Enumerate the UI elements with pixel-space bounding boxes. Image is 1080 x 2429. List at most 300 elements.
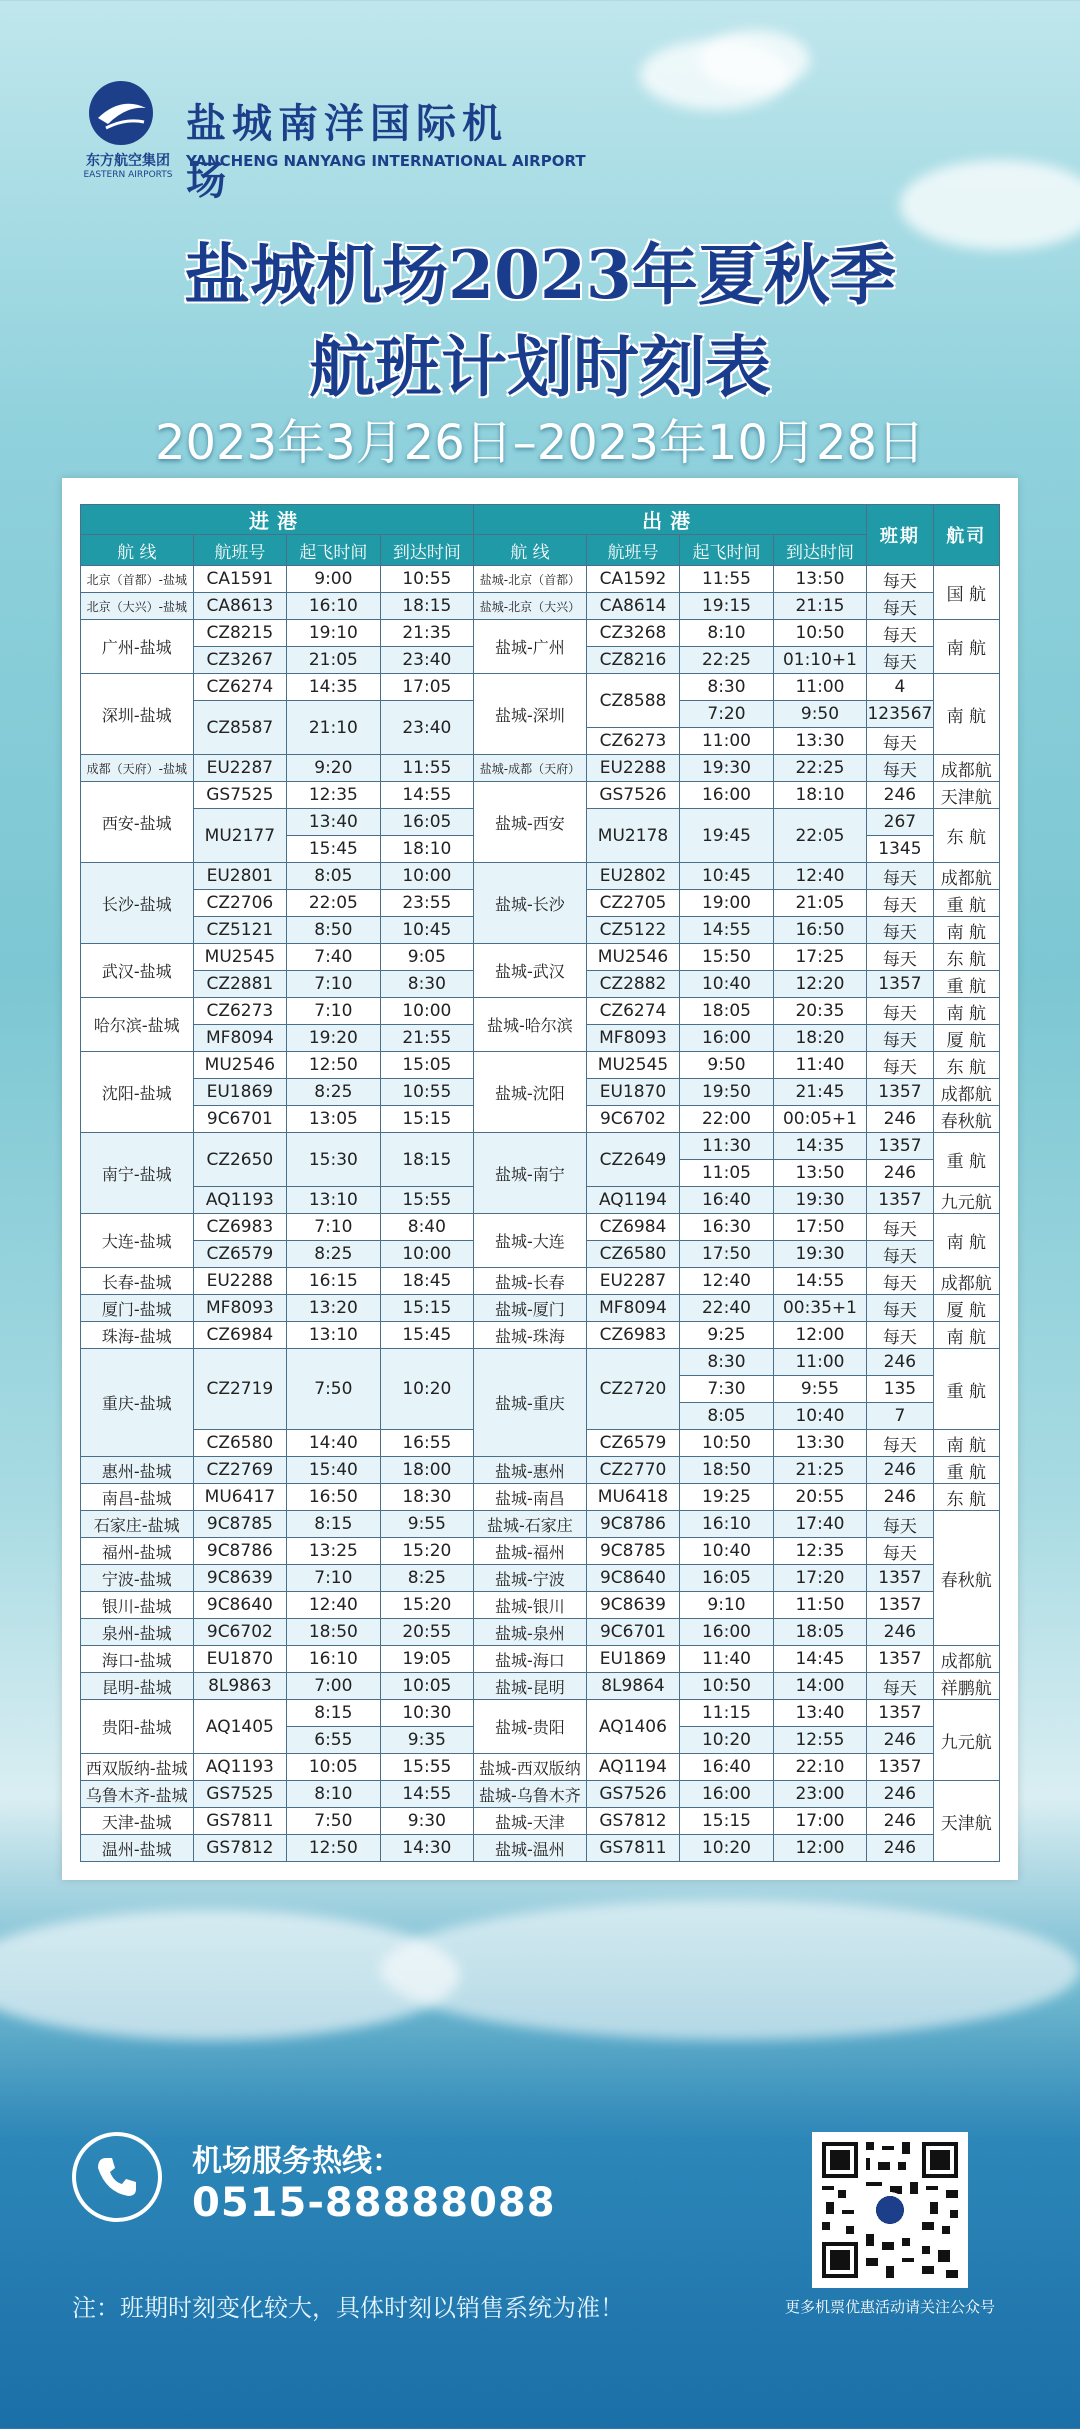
inbound-depart: 12:50: [287, 1052, 381, 1079]
outbound-arrive: 13:50: [773, 566, 867, 593]
table-row: [81, 1700, 1000, 1727]
inbound-arrive: 15:55: [380, 1187, 474, 1214]
outbound-depart: 19:15: [680, 593, 774, 620]
inbound-route: 长春-盐城: [81, 1268, 194, 1295]
schedule-days: 每天: [867, 1025, 933, 1052]
outbound-route: 盐城-成都（天府）: [474, 755, 587, 782]
inbound-depart: 18:50: [287, 1619, 381, 1646]
inbound-route: 贵阳-盐城: [81, 1700, 194, 1754]
inbound-depart: 12:50: [287, 1835, 381, 1862]
schedule-days: 1357: [867, 1079, 933, 1106]
schedule-days: 每天: [867, 1511, 933, 1538]
carrier: 南 航: [933, 1214, 999, 1268]
schedule-days: 每天: [867, 1268, 933, 1295]
outbound-arrive: 16:50: [773, 917, 867, 944]
table-row: [81, 1835, 1000, 1862]
outbound-flight: MU6418: [586, 1484, 680, 1511]
outbound-depart: 19:00: [680, 890, 774, 917]
outbound-depart: 16:05: [680, 1565, 774, 1592]
outbound-arrive: 14:55: [773, 1268, 867, 1295]
inbound-flight: CA8613: [193, 593, 287, 620]
outbound-depart: 11:40: [680, 1646, 774, 1673]
carrier: 国 航: [933, 566, 999, 620]
outbound-arrive: 11:50: [773, 1592, 867, 1619]
outbound-flight: AQ1194: [586, 1754, 680, 1781]
schedule-days: 每天: [867, 890, 933, 917]
schedule-days: 每天: [867, 917, 933, 944]
outbound-route: 盐城-南宁: [474, 1133, 587, 1214]
inbound-arrive: 19:05: [380, 1646, 474, 1673]
inbound-route: 银川-盐城: [81, 1592, 194, 1619]
schedule-days: 每天: [867, 593, 933, 620]
qr-code[interactable]: [812, 2132, 968, 2288]
inbound-flight: MU6417: [193, 1484, 287, 1511]
inbound-depart: 19:20: [287, 1025, 381, 1052]
inbound-flight: CZ2706: [193, 890, 287, 917]
hotline-number[interactable]: 0515-88888088: [192, 2180, 556, 2226]
outbound-arrive: 12:40: [773, 863, 867, 890]
carrier: 重 航: [933, 890, 999, 917]
outbound-route: 盐城-北京（首都）: [474, 566, 587, 593]
inbound-route: 北京（首都）-盐城: [81, 566, 194, 593]
table-row: [81, 755, 1000, 782]
airport-logo: [68, 78, 586, 204]
outbound-route: 盐城-西安: [474, 782, 587, 863]
schedule-days: 246: [867, 1835, 933, 1862]
airport-name-en: YANCHENG NANYANG INTERNATIONAL AIRPORT: [186, 152, 586, 170]
carrier-header: 航司: [933, 505, 999, 566]
outbound-flight: 9C6701: [586, 1619, 680, 1646]
inbound-depart: 7:10: [287, 1214, 381, 1241]
inbound-depart: 21:05: [287, 647, 381, 674]
inbound-depart: 9:00: [287, 566, 381, 593]
outbound-depart: 16:10: [680, 1511, 774, 1538]
carrier: 重 航: [933, 1349, 999, 1430]
outbound-arrive: 21:25: [773, 1457, 867, 1484]
outbound-flight: EU2288: [586, 755, 680, 782]
carrier: 天津航: [933, 782, 999, 809]
carrier: 厦 航: [933, 1295, 999, 1322]
outbound-flight: CZ8588: [586, 674, 680, 728]
outbound-depart: 18:05: [680, 998, 774, 1025]
schedule-days: 1357: [867, 1592, 933, 1619]
table-row: [81, 1592, 1000, 1619]
outbound-route: 盐城-武汉: [474, 944, 587, 998]
outbound-arrive: 9:55: [773, 1376, 867, 1403]
outbound-flight: GS7526: [586, 782, 680, 809]
table-row: [81, 1349, 1000, 1376]
inbound-arrive: 15:05: [380, 1052, 474, 1079]
table-row: [81, 1484, 1000, 1511]
outbound-depart: 19:50: [680, 1079, 774, 1106]
inbound-arrive: 10:55: [380, 1079, 474, 1106]
outbound-depart: 19:30: [680, 755, 774, 782]
carrier: 南 航: [933, 674, 999, 755]
inbound-flight: CZ8215: [193, 620, 287, 647]
outbound-flight: 9C8640: [586, 1565, 680, 1592]
carrier: 厦 航: [933, 1025, 999, 1052]
inbound-flight: EU2288: [193, 1268, 287, 1295]
schedule-days: 每天: [867, 728, 933, 755]
inbound-depart: 16:10: [287, 593, 381, 620]
outbound-arrive: 12:55: [773, 1727, 867, 1754]
outbound-flight: GS7811: [586, 1835, 680, 1862]
outbound-flight: 8L9864: [586, 1673, 680, 1700]
outbound-depart: 12:40: [680, 1268, 774, 1295]
outbound-route: 盐城-温州: [474, 1835, 587, 1862]
inbound-route: 大连-盐城: [81, 1214, 194, 1268]
schedule-days: 每天: [867, 998, 933, 1025]
outbound-depart: 10:50: [680, 1430, 774, 1457]
schedule-days: 每天: [867, 1241, 933, 1268]
inbound-flight: CZ2769: [193, 1457, 287, 1484]
outbound-route: 盐城-西双版纳: [474, 1754, 587, 1781]
outbound-flight: MU2178: [586, 809, 680, 863]
outbound-route: 盐城-长沙: [474, 863, 587, 944]
outbound-flight: CZ2770: [586, 1457, 680, 1484]
outbound-arrive: 19:30: [773, 1187, 867, 1214]
outbound-depart: 8:30: [680, 674, 774, 701]
outbound-depart: 11:00: [680, 728, 774, 755]
outbound-route: 盐城-哈尔滨: [474, 998, 587, 1052]
outbound-flight: CZ2882: [586, 971, 680, 998]
outbound-arrive: 12:00: [773, 1322, 867, 1349]
inbound-depart: 16:10: [287, 1646, 381, 1673]
inbound-route: 北京（大兴）-盐城: [81, 593, 194, 620]
inbound-arrive: 18:15: [380, 593, 474, 620]
inbound-depart: 7:50: [287, 1349, 381, 1430]
outbound-arrive: 10:50: [773, 620, 867, 647]
schedule-card: [62, 478, 1018, 1880]
schedule-days: 每天: [867, 1673, 933, 1700]
inbound-flight: MF8093: [193, 1295, 287, 1322]
outbound-arrive: 13:30: [773, 1430, 867, 1457]
inbound-flight: AQ1193: [193, 1754, 287, 1781]
inbound-arrive: 9:05: [380, 944, 474, 971]
airport-name-cn: 盐城南洋国际机场: [186, 100, 508, 204]
column-header: 航 线: [81, 535, 194, 566]
outbound-arrive: 22:25: [773, 755, 867, 782]
outbound-flight: MU2545: [586, 1052, 680, 1079]
outbound-arrive: 18:20: [773, 1025, 867, 1052]
outbound-route: 盐城-福州: [474, 1538, 587, 1565]
inbound-depart: 8:10: [287, 1781, 381, 1808]
inbound-arrive: 9:35: [380, 1727, 474, 1754]
outbound-arrive: 12:20: [773, 971, 867, 998]
outbound-depart: 22:25: [680, 647, 774, 674]
inbound-arrive: 16:55: [380, 1430, 474, 1457]
outbound-route: 盐城-珠海: [474, 1322, 587, 1349]
outbound-flight: CZ8216: [586, 647, 680, 674]
schedule-days: 每天: [867, 1538, 933, 1565]
inbound-flight: CZ2719: [193, 1349, 287, 1430]
outbound-route: 盐城-宁波: [474, 1565, 587, 1592]
outbound-depart: 8:30: [680, 1349, 774, 1376]
inbound-flight: GS7811: [193, 1808, 287, 1835]
schedule-days: 246: [867, 1808, 933, 1835]
outbound-route: 盐城-深圳: [474, 674, 587, 755]
outbound-route: 盐城-南昌: [474, 1484, 587, 1511]
outbound-depart: 22:00: [680, 1106, 774, 1133]
outbound-depart: 10:20: [680, 1727, 774, 1754]
cloud-decoration: [380, 1900, 1080, 2040]
inbound-flight: GS7525: [193, 782, 287, 809]
outbound-route: 盐城-贵阳: [474, 1700, 587, 1754]
outbound-arrive: 13:40: [773, 1700, 867, 1727]
outbound-flight: GS7526: [586, 1781, 680, 1808]
schedule-days: 246: [867, 1484, 933, 1511]
inbound-route: 昆明-盐城: [81, 1673, 194, 1700]
inbound-route: 温州-盐城: [81, 1835, 194, 1862]
inbound-arrive: 15:15: [380, 1295, 474, 1322]
outbound-depart: 16:00: [680, 1781, 774, 1808]
inbound-flight: 9C6701: [193, 1106, 287, 1133]
inbound-flight: CZ5121: [193, 917, 287, 944]
outbound-depart: 16:30: [680, 1214, 774, 1241]
inbound-flight: AQ1405: [193, 1700, 287, 1754]
inbound-flight: AQ1193: [193, 1187, 287, 1214]
inbound-flight: EU2801: [193, 863, 287, 890]
inbound-flight: GS7525: [193, 1781, 287, 1808]
carrier: 九元航: [933, 1187, 999, 1214]
outbound-route: 盐城-昆明: [474, 1673, 587, 1700]
inbound-arrive: 10:55: [380, 566, 474, 593]
inbound-depart: 7:10: [287, 1565, 381, 1592]
table-row: [81, 1673, 1000, 1700]
table-row: [81, 1565, 1000, 1592]
outbound-flight: CA1592: [586, 566, 680, 593]
inbound-arrive: 18:10: [380, 836, 474, 863]
inbound-depart: 16:50: [287, 1484, 381, 1511]
outbound-arrive: 17:50: [773, 1214, 867, 1241]
inbound-flight: CZ2650: [193, 1133, 287, 1187]
carrier: 成都航: [933, 863, 999, 890]
outbound-arrive: 00:05+1: [773, 1106, 867, 1133]
carrier: 九元航: [933, 1700, 999, 1781]
schedule-days: 每天: [867, 647, 933, 674]
inbound-depart: 13:25: [287, 1538, 381, 1565]
inbound-depart: 12:35: [287, 782, 381, 809]
schedule-days: 每天: [867, 755, 933, 782]
inbound-depart: 16:15: [287, 1268, 381, 1295]
inbound-arrive: 11:55: [380, 755, 474, 782]
table-row: [81, 1538, 1000, 1565]
schedule-days: 246: [867, 1160, 933, 1187]
inbound-arrive: 9:55: [380, 1511, 474, 1538]
inbound-depart: 14:35: [287, 674, 381, 701]
outbound-route: 盐城-银川: [474, 1592, 587, 1619]
inbound-arrive: 15:55: [380, 1754, 474, 1781]
outbound-flight: EU2802: [586, 863, 680, 890]
outbound-flight: CZ6273: [586, 728, 680, 755]
table-row: [81, 1133, 1000, 1160]
inbound-flight: 9C8640: [193, 1592, 287, 1619]
outbound-depart: 16:00: [680, 1619, 774, 1646]
outbound-arrive: 22:10: [773, 1754, 867, 1781]
inbound-flight: 9C8785: [193, 1511, 287, 1538]
outbound-flight: EU1870: [586, 1079, 680, 1106]
outbound-depart: 10:40: [680, 971, 774, 998]
schedule-note: 注：班期时刻变化较大，具体时刻以销售系统为准！: [72, 2294, 624, 2322]
inbound-arrive: 14:55: [380, 1781, 474, 1808]
outbound-arrive: 17:25: [773, 944, 867, 971]
outbound-arrive: 12:35: [773, 1538, 867, 1565]
airline-name-en: EASTERN AIRPORTS: [83, 170, 173, 180]
inbound-depart: 13:20: [287, 1295, 381, 1322]
inbound-depart: 13:40: [287, 809, 381, 836]
inbound-route: 深圳-盐城: [81, 674, 194, 755]
page-subtitle: 航班计划时刻表: [309, 328, 771, 406]
inbound-arrive: 9:30: [380, 1808, 474, 1835]
outbound-arrive: 10:40: [773, 1403, 867, 1430]
inbound-flight: CZ6273: [193, 998, 287, 1025]
inbound-flight: MF8094: [193, 1025, 287, 1052]
outbound-flight: 9C8786: [586, 1511, 680, 1538]
inbound-arrive: 15:20: [380, 1592, 474, 1619]
inbound-depart: 21:10: [287, 701, 381, 755]
outbound-route: 盐城-厦门: [474, 1295, 587, 1322]
inbound-depart: 7:40: [287, 944, 381, 971]
inbound-route: 重庆-盐城: [81, 1349, 194, 1457]
schedule-days: 246: [867, 1727, 933, 1754]
outbound-arrive: 01:10+1: [773, 647, 867, 674]
outbound-route: 盐城-广州: [474, 620, 587, 674]
inbound-arrive: 23:40: [380, 647, 474, 674]
inbound-route: 乌鲁木齐-盐城: [81, 1781, 194, 1808]
column-header: 到达时间: [380, 535, 474, 566]
outbound-flight: CZ6983: [586, 1322, 680, 1349]
inbound-depart: 8:15: [287, 1511, 381, 1538]
outbound-arrive: 11:40: [773, 1052, 867, 1079]
inbound-arrive: 15:45: [380, 1322, 474, 1349]
schedule-days: 每天: [867, 1430, 933, 1457]
schedule-days: 123567: [867, 701, 933, 728]
inbound-depart: 8:05: [287, 863, 381, 890]
outbound-arrive: 18:05: [773, 1619, 867, 1646]
inbound-route: 沈阳-盐城: [81, 1052, 194, 1133]
inbound-arrive: 10:45: [380, 917, 474, 944]
airline-name-cn: 东方航空集团: [86, 153, 170, 169]
inbound-flight: 8L9863: [193, 1673, 287, 1700]
inbound-route: 惠州-盐城: [81, 1457, 194, 1484]
inbound-flight: CZ6580: [193, 1430, 287, 1457]
schedule-days: 246: [867, 1106, 933, 1133]
inbound-arrive: 18:00: [380, 1457, 474, 1484]
table-row: [81, 998, 1000, 1025]
outbound-flight: MU2546: [586, 944, 680, 971]
inbound-depart: 13:05: [287, 1106, 381, 1133]
schedule-days: 每天: [867, 1214, 933, 1241]
outbound-route: 盐城-海口: [474, 1646, 587, 1673]
inbound-flight: 9C6702: [193, 1619, 287, 1646]
table-row: [81, 1052, 1000, 1079]
schedule-header: 班期: [867, 505, 933, 566]
inbound-flight: CZ2881: [193, 971, 287, 998]
carrier: 东 航: [933, 944, 999, 971]
outbound-flight: EU2287: [586, 1268, 680, 1295]
outbound-depart: 14:55: [680, 917, 774, 944]
outbound-arrive: 21:45: [773, 1079, 867, 1106]
carrier: 南 航: [933, 1430, 999, 1457]
schedule-days: 每天: [867, 863, 933, 890]
outbound-depart: 16:00: [680, 782, 774, 809]
outbound-depart: 22:40: [680, 1295, 774, 1322]
inbound-flight: EU1870: [193, 1646, 287, 1673]
carrier: 成都航: [933, 1646, 999, 1673]
inbound-header: 进港: [81, 505, 474, 535]
schedule-days: 1357: [867, 1565, 933, 1592]
schedule-days: 每天: [867, 1322, 933, 1349]
outbound-depart: 15:50: [680, 944, 774, 971]
column-header: 航 线: [474, 535, 587, 566]
outbound-flight: 9C8785: [586, 1538, 680, 1565]
schedule-days: 267: [867, 809, 933, 836]
column-header: 到达时间: [773, 535, 867, 566]
outbound-flight: EU1869: [586, 1646, 680, 1673]
inbound-route: 海口-盐城: [81, 1646, 194, 1673]
inbound-depart: 7:10: [287, 971, 381, 998]
table-row: [81, 1808, 1000, 1835]
outbound-route: 盐城-北京（大兴）: [474, 593, 587, 620]
carrier: 东 航: [933, 1052, 999, 1079]
outbound-depart: 19:25: [680, 1484, 774, 1511]
inbound-route: 厦门-盐城: [81, 1295, 194, 1322]
outbound-flight: CZ6274: [586, 998, 680, 1025]
table-row: [81, 1619, 1000, 1646]
qr-caption: 更多机票优惠活动请关注公众号: [784, 2298, 995, 2316]
carrier: 春秋航: [933, 1106, 999, 1133]
table-row: [81, 1646, 1000, 1673]
outbound-flight: CZ6579: [586, 1430, 680, 1457]
inbound-depart: 6:55: [287, 1727, 381, 1754]
outbound-route: 盐城-惠州: [474, 1457, 587, 1484]
outbound-route: 盐城-长春: [474, 1268, 587, 1295]
schedule-days: 每天: [867, 620, 933, 647]
inbound-route: 珠海-盐城: [81, 1322, 194, 1349]
outbound-depart: 11:15: [680, 1700, 774, 1727]
phone-handset-icon: [92, 2152, 142, 2202]
inbound-arrive: 21:55: [380, 1025, 474, 1052]
outbound-depart: 16:40: [680, 1754, 774, 1781]
inbound-arrive: 17:05: [380, 674, 474, 701]
inbound-flight: CZ3267: [193, 647, 287, 674]
date-range: 2023年3月26日–2023年10月28日: [154, 415, 926, 471]
inbound-arrive: 10:05: [380, 1673, 474, 1700]
inbound-flight: CZ8587: [193, 701, 287, 755]
qr-code-icon: [818, 2138, 962, 2282]
inbound-arrive: 10:00: [380, 1241, 474, 1268]
carrier: 成都航: [933, 755, 999, 782]
outbound-depart: 8:05: [680, 1403, 774, 1430]
carrier: 成都航: [933, 1268, 999, 1295]
table-row: [81, 1214, 1000, 1241]
inbound-arrive: 14:55: [380, 782, 474, 809]
outbound-depart: 9:50: [680, 1052, 774, 1079]
inbound-flight: GS7812: [193, 1835, 287, 1862]
outbound-flight: CA8614: [586, 593, 680, 620]
inbound-route: 西安-盐城: [81, 782, 194, 863]
inbound-flight: MU2177: [193, 809, 287, 863]
outbound-arrive: 11:00: [773, 674, 867, 701]
cloud-decoration: [700, 30, 810, 90]
inbound-depart: 7:10: [287, 998, 381, 1025]
inbound-route: 南昌-盐城: [81, 1484, 194, 1511]
carrier: 重 航: [933, 1133, 999, 1187]
outbound-flight: CZ6984: [586, 1214, 680, 1241]
outbound-arrive: 14:00: [773, 1673, 867, 1700]
inbound-route: 石家庄-盐城: [81, 1511, 194, 1538]
outbound-depart: 11:05: [680, 1160, 774, 1187]
